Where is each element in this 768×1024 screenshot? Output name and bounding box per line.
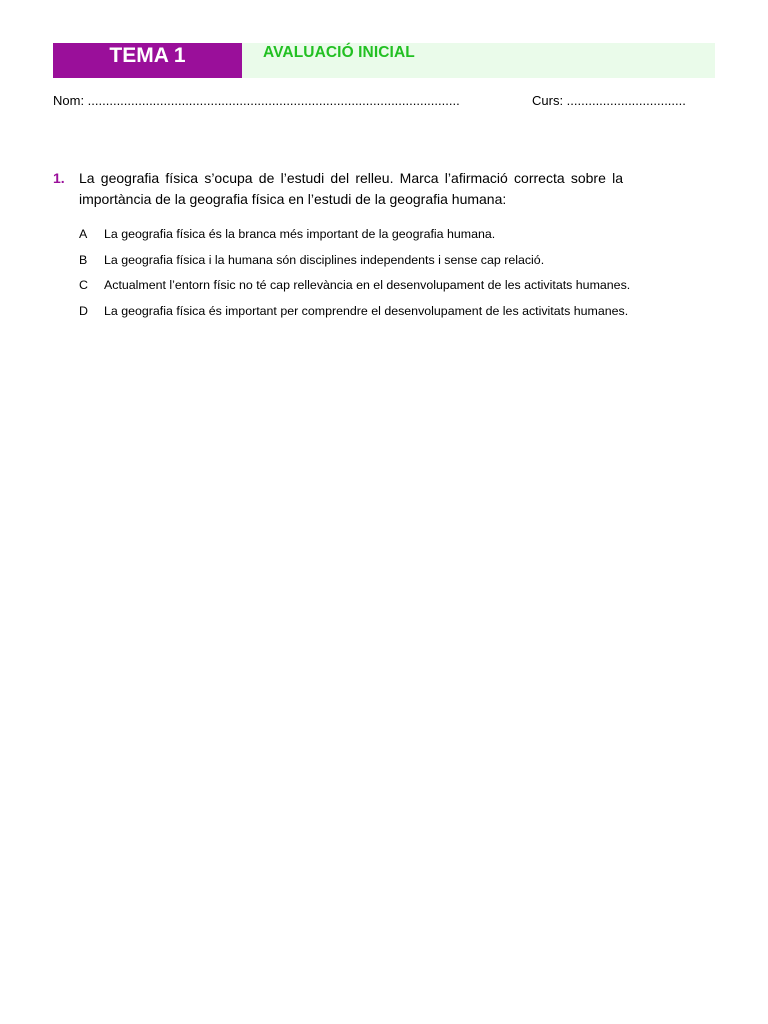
option-c[interactable] <box>79 277 699 303</box>
option-letter: C <box>79 278 88 292</box>
name-field[interactable]: Nom: ....................................................................................................... <box>53 93 460 108</box>
option-text: La geografia física i la humana són disciplines independents i sense cap relació. <box>104 252 545 267</box>
option-letter: D <box>79 303 88 318</box>
page-title: AVALUACIÓ INICIAL <box>263 44 415 61</box>
question-number: 1. <box>53 170 65 186</box>
header-banner <box>53 43 715 78</box>
option-d[interactable] <box>79 303 699 329</box>
option-letter: A <box>79 227 88 241</box>
question-text: La geografia física s’ocupa de l’estudi del relleu. Marca l’afirmació correcta sobre la importància de la geografia física en l’estudi de la geografia humana: <box>79 170 623 207</box>
answer-options <box>79 226 699 328</box>
option-text: Actualment l’entorn físic no té cap rellevància en el desenvolupament de les activitats humanes. <box>104 278 631 292</box>
option-letter: B <box>79 252 88 267</box>
option-text: La geografia física és la branca més important de la geografia humana. <box>104 227 496 241</box>
tema-label: TEMA 1 <box>53 43 242 78</box>
option-a[interactable] <box>79 226 699 252</box>
option-text: La geografia física és important per comprendre el desenvolupament de les activitats humanes. <box>104 303 629 318</box>
option-b[interactable] <box>79 252 699 278</box>
course-field[interactable]: Curs: ................................. <box>532 93 686 108</box>
